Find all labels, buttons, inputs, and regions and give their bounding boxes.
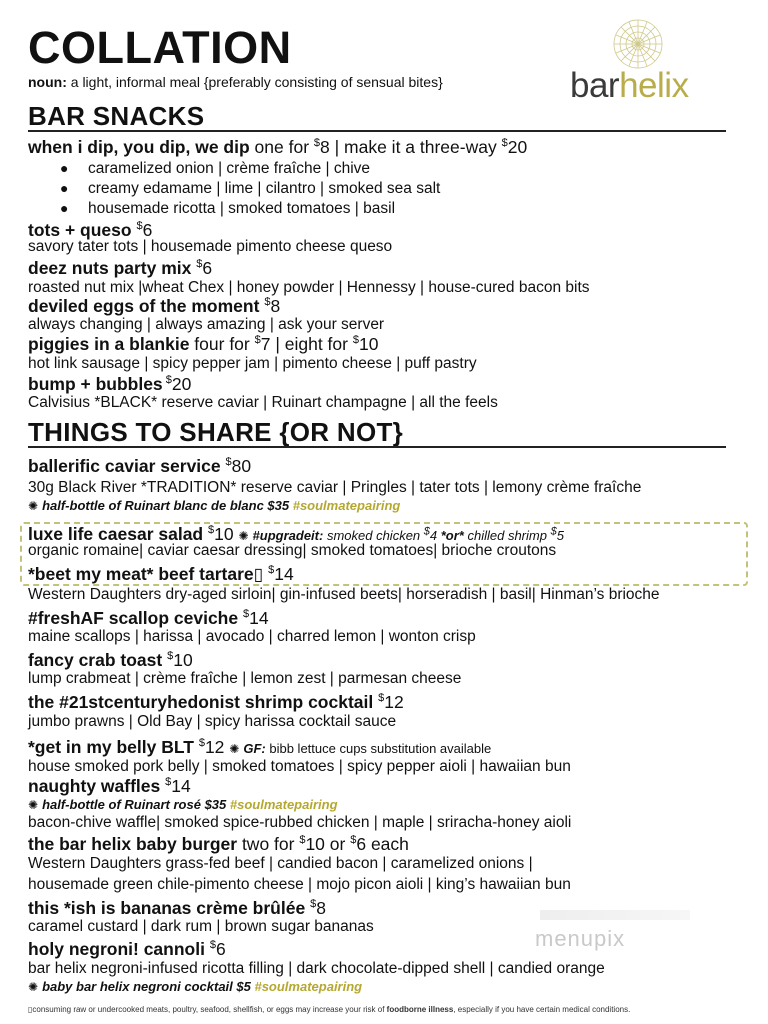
footnote-text: consuming raw or undercooked meats, poultry, seafood, shellfish, or eggs may increase your risk of bbox=[32, 1005, 387, 1014]
currency: $ bbox=[242, 608, 250, 621]
price: 10 bbox=[173, 650, 193, 670]
logo-helix: helix bbox=[619, 66, 689, 105]
price: 10 bbox=[214, 524, 234, 544]
item-description: housemade green chile-pimento cheese | mojo picon aioli | king’s hawaiian bun bbox=[28, 876, 571, 893]
logo-wordmark bbox=[570, 66, 689, 106]
item-description: maine scallops | harissa | avocado | charred lemon | wonton crisp bbox=[28, 628, 476, 645]
item-description: roasted nut mix |wheat Chex | honey powder | Hennessy | house-cured bacon bits bbox=[28, 279, 590, 296]
price: 14 bbox=[249, 608, 269, 628]
price: 6 bbox=[215, 939, 226, 959]
noun-definition bbox=[28, 74, 443, 90]
price: 6 bbox=[142, 220, 153, 240]
item-name: *get in my belly BLT bbox=[28, 737, 194, 757]
currency: $ bbox=[501, 137, 508, 150]
price: 14 bbox=[274, 564, 294, 584]
upgrade-or: *or* bbox=[437, 528, 464, 543]
upgrade-label: #upgradeit: bbox=[252, 528, 324, 543]
item-description: Calvisius *BLACK* reserve caviar | Ruinart champagne | all the feels bbox=[28, 394, 498, 411]
item-name: this *ish is bananas crème brûlée bbox=[28, 898, 306, 918]
currency: $ bbox=[352, 334, 359, 347]
item-name: the bar helix baby burger bbox=[28, 834, 238, 854]
item-description: organic romaine| caviar caesar dressing| smoked tomatoes| brioche croutons bbox=[28, 542, 557, 559]
currency: $ bbox=[350, 834, 357, 847]
gf-label: GF: bbox=[243, 741, 266, 756]
gluten-free-note bbox=[229, 741, 491, 756]
price-text: or bbox=[324, 834, 351, 854]
item-name: bump + bubbles bbox=[28, 374, 163, 394]
upgrade-note bbox=[238, 525, 564, 543]
price: 10 bbox=[305, 834, 325, 854]
flower-icon: ✺ bbox=[28, 980, 39, 994]
menu-item-burger bbox=[28, 834, 409, 855]
menu-item-blt bbox=[28, 737, 491, 758]
currency: $ bbox=[313, 137, 321, 150]
pairing-note bbox=[28, 979, 362, 994]
option-text: creamy edamame | lime | cilantro | smoked sea salt bbox=[88, 180, 441, 197]
price: 14 bbox=[171, 776, 191, 796]
logo-sunburst-icon bbox=[612, 18, 664, 70]
currency: $ bbox=[162, 374, 172, 387]
item-name: tots + queso bbox=[28, 220, 132, 240]
price-text: four for bbox=[189, 334, 255, 354]
price-text: | eight for bbox=[270, 334, 353, 354]
item-name: holy negroni! cannoli bbox=[28, 939, 205, 959]
flower-icon: ✺ bbox=[28, 798, 39, 812]
list-item bbox=[60, 180, 440, 198]
item-name: #freshAF scallop ceviche bbox=[28, 608, 239, 628]
item-name: the #21stcenturyhedonist shrimp cocktail bbox=[28, 692, 374, 712]
item-description: hot link sausage | spicy pepper jam | pimento cheese | puff pastry bbox=[28, 355, 477, 372]
price: 8 bbox=[316, 898, 326, 918]
menu-item-caviar bbox=[28, 456, 251, 477]
currency: $ bbox=[167, 650, 174, 663]
menu-item-tartare bbox=[28, 564, 294, 585]
option-text: housemade ricotta | smoked tomatoes | basil bbox=[88, 200, 396, 217]
pairing-note bbox=[28, 797, 338, 812]
price: 8 bbox=[320, 137, 330, 157]
menu-item-bump bbox=[28, 374, 191, 395]
bullet-icon: ● bbox=[60, 200, 69, 216]
price: 5 bbox=[556, 528, 564, 543]
gf-text: bibb lettuce cups substitution available bbox=[265, 741, 492, 756]
item-description: savory tater tots | housemade pimento cheese queso bbox=[28, 238, 393, 255]
pairing-tag: #soulmatepairing bbox=[254, 979, 363, 994]
flower-icon: ✺ bbox=[238, 529, 249, 543]
price: 7 bbox=[260, 334, 271, 354]
faint-text-smudge bbox=[540, 910, 690, 920]
menu-item-piggies bbox=[28, 334, 378, 355]
menu-item-brulee bbox=[28, 898, 326, 919]
currency: $ bbox=[378, 692, 385, 705]
price: 8 bbox=[270, 296, 281, 316]
item-name: naughty waffles bbox=[28, 776, 161, 796]
item-description: house smoked pork belly | smoked tomatoes | spicy pepper aioli | hawaiian bun bbox=[28, 758, 571, 775]
price: 20 bbox=[507, 137, 528, 157]
pairing-tag: #soulmatepairing bbox=[292, 498, 401, 513]
list-item bbox=[60, 200, 395, 218]
currency: $ bbox=[299, 834, 306, 847]
price: 4 bbox=[429, 528, 438, 543]
menu-item-cannoli bbox=[28, 939, 226, 960]
item-name: fancy crab toast bbox=[28, 650, 163, 670]
menu-item-dip bbox=[28, 137, 527, 158]
price: 6 bbox=[202, 258, 213, 278]
pairing-tag: #soulmatepairing bbox=[229, 797, 338, 812]
watermark: menupix bbox=[535, 926, 626, 951]
footnote-marker: ▯ bbox=[28, 1005, 33, 1014]
item-name: piggies in a blankie bbox=[28, 334, 190, 354]
item-name: *beet my meat* beef tartare bbox=[28, 564, 254, 584]
bullet-icon: ● bbox=[60, 180, 69, 196]
section-bar-snacks: BAR SNACKS bbox=[28, 101, 205, 131]
bullet-icon: ● bbox=[60, 160, 69, 176]
menu-item-shrimp bbox=[28, 692, 404, 713]
price-text: two for bbox=[237, 834, 300, 854]
list-item bbox=[60, 160, 370, 178]
menu-item-nuts bbox=[28, 258, 212, 279]
item-description: jumbo prawns | Old Bay | spicy harissa cocktail sauce bbox=[28, 713, 397, 730]
price: 12 bbox=[384, 692, 404, 712]
currency: $ bbox=[209, 939, 216, 952]
option-text: caramelized onion | crème fraîche | chive bbox=[88, 160, 371, 177]
pairing-text: half-bottle of Ruinart rosé $35 bbox=[42, 797, 230, 812]
item-description: caramel custard | dark rum | brown sugar bananas bbox=[28, 918, 374, 935]
currency: $ bbox=[136, 220, 143, 233]
logo-bar: bar bbox=[570, 66, 620, 105]
item-description: bar helix negroni-infused ricotta filling | dark chocolate-dipped shell | candied orange bbox=[28, 960, 605, 977]
pairing-text: baby bar helix negroni cocktail $5 bbox=[42, 979, 255, 994]
item-description: bacon-chive waffle| smoked spice-rubbed chicken | maple | sriracha-honey aioli bbox=[28, 814, 572, 831]
upgrade-text: chilled shrimp bbox=[463, 528, 551, 543]
currency: $ bbox=[310, 898, 317, 911]
section-rule bbox=[28, 130, 726, 132]
menu-item-ceviche bbox=[28, 608, 269, 629]
currency: $ bbox=[550, 525, 557, 538]
price-text: each bbox=[366, 834, 409, 854]
flower-icon: ✺ bbox=[28, 499, 39, 513]
upgrade-text: smoked chicken bbox=[323, 528, 424, 543]
menu-item-eggs bbox=[28, 296, 280, 317]
footnote-bold: foodborne illness bbox=[386, 1005, 454, 1014]
currency: $ bbox=[165, 776, 172, 789]
price: 6 bbox=[356, 834, 367, 854]
item-description: Western Daughters dry-aged sirloin| gin-infused beets| horseradish | basil| Hinman’s brioche bbox=[28, 586, 660, 603]
price: 20 bbox=[171, 374, 192, 394]
currency: $ bbox=[268, 564, 275, 577]
currency: $ bbox=[198, 737, 205, 750]
menu-item-crab bbox=[28, 650, 193, 671]
item-description: 30g Black River *TRADITION* reserve caviar | Pringles | tater tots | lemony crème fraîche bbox=[28, 479, 642, 496]
pairing-text: half-bottle of Ruinart blanc de blanc $35 bbox=[42, 498, 293, 513]
currency: $ bbox=[225, 456, 232, 469]
footnote bbox=[28, 1005, 630, 1014]
currency: $ bbox=[264, 296, 271, 309]
item-name: deez nuts party mix bbox=[28, 258, 192, 278]
item-name: ballerific caviar service bbox=[28, 456, 221, 476]
currency: $ bbox=[208, 524, 215, 537]
item-name: deviled eggs of the moment bbox=[28, 296, 260, 316]
noun-text: a light, informal meal {preferably consisting of sensual bites} bbox=[66, 74, 443, 90]
item-name: luxe life caesar salad bbox=[28, 524, 204, 544]
flower-icon: ✺ bbox=[229, 742, 240, 756]
footnote-marker: ▯ bbox=[253, 564, 264, 584]
section-things-to-share: THINGS TO SHARE {OR NOT} bbox=[28, 417, 404, 447]
item-description: lump crabmeat | crème fraîche | lemon zest | parmesan cheese bbox=[28, 670, 462, 687]
currency: $ bbox=[196, 258, 203, 271]
currency: $ bbox=[423, 525, 430, 538]
noun-label: noun: bbox=[28, 74, 67, 90]
menu-item-waffles bbox=[28, 776, 191, 797]
price-text: | make it a three-way bbox=[329, 137, 502, 157]
item-description: always changing | always amazing | ask your server bbox=[28, 316, 385, 333]
item-description: Western Daughters grass-fed beef | candied bacon | caramelized onions | bbox=[28, 855, 533, 872]
price: 10 bbox=[358, 334, 379, 354]
item-name: when i dip, you dip, we dip bbox=[28, 137, 250, 157]
price: 80 bbox=[231, 456, 252, 476]
section-rule bbox=[28, 446, 726, 448]
footnote-text: , especially if you have certain medical conditions. bbox=[453, 1005, 631, 1014]
price-text: one for bbox=[249, 137, 314, 157]
page-title: COLLATION bbox=[28, 22, 292, 73]
pairing-note bbox=[28, 498, 400, 513]
price: 12 bbox=[204, 737, 225, 757]
currency: $ bbox=[254, 334, 261, 347]
